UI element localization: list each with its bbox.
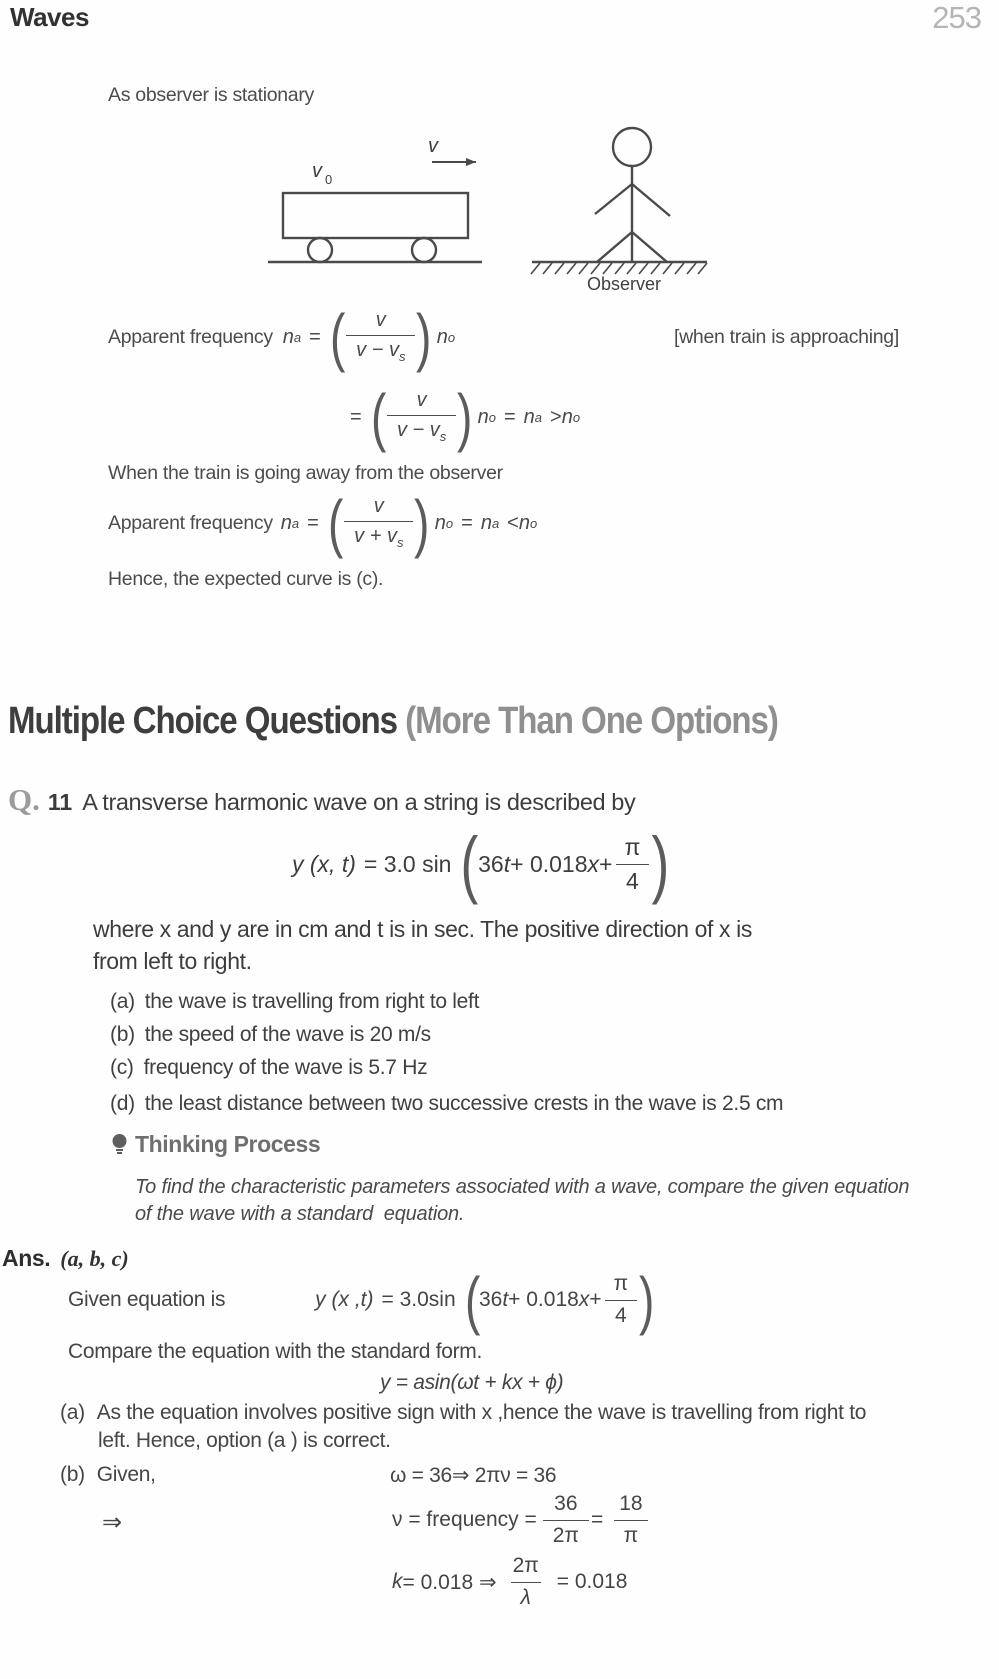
- wavenumber-equation: [392, 1550, 627, 1614]
- left-paren: (: [329, 300, 346, 373]
- numerator: 18: [619, 1492, 643, 1516]
- fraction: [609, 1492, 652, 1547]
- numerator: 2π: [512, 1554, 539, 1578]
- thinking-note-line1: To find the characteristic parameters associated with a wave, compare the given equation: [135, 1176, 910, 1198]
- answer-value: (a, b, c): [60, 1246, 129, 1271]
- question-body-line1: where x and y are in cm and t is in sec. The positive direction of x is: [93, 916, 752, 942]
- operator-coefficient: + 0.018: [508, 1288, 579, 1311]
- numerator: v: [416, 389, 427, 412]
- fraction: [344, 495, 413, 551]
- question-text: A transverse harmonic wave on a string is described by: [82, 789, 636, 815]
- numerator: π: [613, 1272, 629, 1296]
- fraction: [614, 834, 650, 894]
- denominator: v − v: [356, 339, 399, 362]
- doppler-diagram: [238, 106, 708, 298]
- equals-sign: =: [307, 511, 319, 534]
- variable: t: [502, 1288, 509, 1311]
- question-number: 11: [47, 789, 73, 815]
- velocity-arrowhead: [466, 158, 476, 166]
- fraction: [387, 389, 456, 445]
- result: = 0.018: [556, 1570, 628, 1593]
- option-text: the least distance between two successive crests in the wave is 2.5 cm: [144, 1092, 784, 1115]
- option-a: [110, 990, 479, 1014]
- left-paren: (: [370, 380, 387, 453]
- variable: n: [518, 511, 530, 534]
- train-wheel: [308, 238, 332, 262]
- intro-text: As observer is stationary: [108, 84, 315, 106]
- subscript: a: [291, 515, 300, 531]
- equation-label: Apparent frequency: [108, 511, 273, 534]
- equation-label: Apparent frequency: [108, 325, 273, 348]
- equation-condition-note: [when train is approaching]: [674, 326, 899, 348]
- figure-arm-left: [595, 184, 632, 214]
- given-label: Given equation is: [68, 1288, 226, 1311]
- equals-sign: =: [350, 405, 362, 428]
- section-heading-main: Multiple Choice Questions: [8, 700, 398, 742]
- subscript: o: [447, 329, 456, 345]
- greater-than-sign: >: [550, 405, 562, 428]
- subscript: a: [534, 409, 543, 425]
- option-text: the wave is travelling from right to left: [144, 990, 480, 1013]
- subscript: s: [396, 535, 404, 551]
- observer-figure: [595, 128, 670, 262]
- frequency-lhs: ν = frequency =: [392, 1508, 537, 1531]
- variable: n: [477, 405, 489, 428]
- thinking-process-header: [112, 1131, 320, 1158]
- equals-sign: =: [461, 511, 473, 534]
- option-key: (b): [110, 1023, 135, 1046]
- conclusion-text: Hence, the expected curve is (c).: [108, 568, 384, 590]
- option-text: frequency of the wave is 5.7 Hz: [143, 1056, 428, 1079]
- figure-arm-right: [632, 184, 670, 216]
- variable: n: [282, 325, 294, 348]
- variable: k: [392, 1570, 403, 1593]
- right-paren: ): [639, 1263, 655, 1336]
- subscript: a: [293, 329, 302, 345]
- variable: n: [480, 511, 492, 534]
- variable: n: [434, 511, 446, 534]
- variable: n: [523, 405, 535, 428]
- subscript: a: [491, 515, 500, 531]
- frequency-equation: [392, 1488, 655, 1552]
- operator-coefficient: + 0.018: [510, 850, 588, 877]
- option-b: [110, 1023, 431, 1047]
- part-b-label: Given,: [96, 1463, 156, 1486]
- section-heading-subtitle: (More Than One Options): [397, 700, 778, 742]
- apparent-frequency-approaching-equation: [108, 300, 455, 374]
- thinking-process-title: Thinking Process: [135, 1131, 321, 1157]
- denominator: v + v: [354, 525, 397, 548]
- train-wheel: [412, 238, 436, 262]
- standard-form-equation: y = asin(ωt + kx + ϕ): [380, 1371, 564, 1394]
- page-number: 253: [932, 0, 981, 35]
- plus-sign: +: [599, 850, 613, 877]
- option-key: (d): [110, 1092, 135, 1115]
- left-paren: (: [464, 1263, 480, 1336]
- subscript: s: [439, 429, 447, 445]
- question-body-line2: from left to right.: [93, 948, 252, 974]
- coefficient: 36: [478, 850, 504, 877]
- equals-sign: =: [503, 405, 516, 428]
- less-than-sign: <: [507, 511, 519, 534]
- compare-text: Compare the equation with the standard form.: [68, 1340, 483, 1363]
- page-title: Waves: [10, 2, 89, 32]
- observer-label: Observer: [587, 274, 662, 294]
- right-paren: ): [416, 300, 432, 373]
- option-key: (c): [110, 1056, 134, 1079]
- denominator: 4: [605, 1300, 637, 1328]
- source-frequency-subscript: 0: [325, 172, 333, 187]
- answer-label: Ans.: [2, 1245, 51, 1271]
- figure-head: [613, 128, 651, 166]
- denominator: v − v: [397, 419, 440, 442]
- part-key: (a): [60, 1401, 85, 1424]
- subscript: o: [445, 515, 454, 531]
- going-away-text: When the train is going away from the observer: [108, 462, 503, 484]
- function-lhs: y (x ,t): [315, 1288, 374, 1311]
- figure-leg-right: [632, 232, 667, 262]
- function-lhs: y (x, t): [292, 850, 356, 877]
- omega-equation: ω = 36⇒ 2πν = 36: [390, 1464, 557, 1487]
- subscript: s: [398, 349, 406, 365]
- apparent-frequency-receding-equation: [108, 486, 537, 560]
- denominator: λ: [511, 1582, 541, 1610]
- variable: n: [280, 511, 292, 534]
- equals-coefficient: = 3.0 sin: [363, 850, 452, 877]
- variable: n: [436, 325, 448, 348]
- numerator: v: [373, 495, 384, 518]
- equals-coefficient: = 3.0sin: [381, 1288, 456, 1311]
- denominator: 4: [616, 864, 649, 894]
- denominator: π: [614, 1520, 649, 1548]
- part-a-line2: left. Hence, option (a ) is correct.: [98, 1429, 391, 1452]
- question-marker: Q.: [8, 782, 40, 817]
- velocity-label: v: [428, 135, 438, 157]
- answer-part-b: [60, 1463, 156, 1487]
- question-formula: [292, 821, 670, 905]
- numerator: π: [624, 834, 641, 861]
- equals-sign: =: [590, 1508, 604, 1531]
- implies-arrow: ⇒: [102, 1509, 122, 1536]
- fraction: [543, 1492, 589, 1547]
- fraction: [503, 1554, 549, 1609]
- given-equation-row: [68, 1263, 655, 1336]
- option-d: [110, 1092, 783, 1116]
- coefficient: 36: [478, 1288, 503, 1311]
- fraction: [604, 1272, 639, 1327]
- bulb-icon: [112, 1133, 127, 1157]
- part-key: (b): [60, 1463, 85, 1486]
- figure-leg-left: [597, 232, 632, 262]
- thinking-note-line2: of the wave with a standard equation.: [135, 1203, 465, 1225]
- ground-hatching: [531, 263, 707, 274]
- right-paren: ): [651, 821, 670, 905]
- variable: t: [503, 850, 511, 877]
- source-frequency-label: v: [312, 160, 322, 182]
- train-body: [283, 193, 468, 238]
- apparent-frequency-result-equation: [350, 380, 580, 454]
- numerator: v: [375, 309, 386, 332]
- variable: x: [587, 850, 600, 877]
- section-heading: [8, 700, 778, 743]
- fraction: [346, 309, 415, 365]
- k-value-implies: = 0.018 ⇒: [402, 1570, 497, 1594]
- variable: n: [561, 405, 573, 428]
- equals-sign: =: [309, 325, 321, 348]
- right-paren: ): [414, 486, 430, 559]
- subscript: o: [529, 515, 538, 531]
- left-paren: (: [327, 486, 344, 559]
- plus-sign: +: [589, 1288, 602, 1311]
- answer-part-a: [60, 1401, 866, 1425]
- part-a-line1: As the equation involves positive sign with x ,hence the wave is travelling from right to: [96, 1401, 867, 1424]
- right-paren: ): [457, 380, 473, 453]
- numerator: 36: [554, 1492, 578, 1516]
- left-paren: (: [460, 821, 479, 905]
- option-text: the speed of the wave is 20 m/s: [144, 1023, 431, 1046]
- variable: x: [578, 1288, 590, 1311]
- subscript: o: [572, 409, 581, 425]
- subscript: o: [488, 409, 496, 425]
- denominator: 2π: [543, 1520, 589, 1548]
- question-11: [8, 782, 635, 818]
- option-c: [110, 1056, 427, 1080]
- option-key: (a): [110, 990, 135, 1013]
